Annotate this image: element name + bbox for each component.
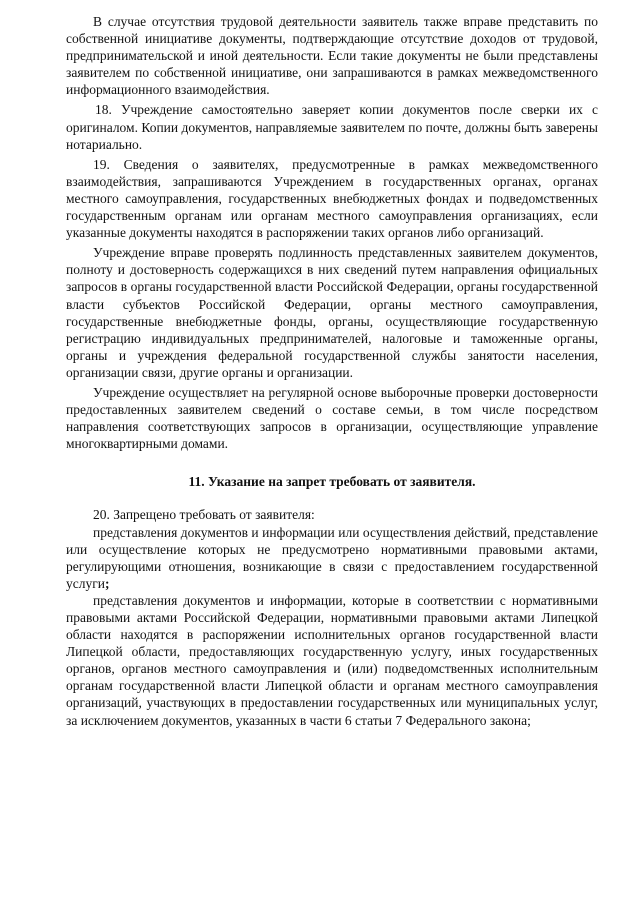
- paragraph-selective-checks: Учреждение осуществляет на регулярной основе выборочные проверки достоверности предоставленных заявителем сведений о составе семьи, в том числе посредством направления соответствующих запросов в организации, осуществляющие управление многоквартирными домами.: [66, 384, 598, 452]
- paragraph-verification-right: Учреждение вправе проверять подлинность представленных заявителем документов, полноту и достоверность содержащихся в них сведений путем направления официальных запросов в органы государственной власти Российской Федерации, органы государственной власти субъектов Российской Федерации, органы местного самоуправления, государственные внебюджетные фонды, органы, осуществляющие государственную регистрацию индивидуальных предпринимателей, налоговые и таможенные органы, органы и учреждения федеральной государственной службы занятости населения, организации связи, другие органы и организации.: [66, 245, 598, 380]
- paragraph-employment-absence: В случае отсутствия трудовой деятельности заявитель также вправе представить по собственной инициативе документы, подтверждающие отсутствие доходов от трудовой, предпринимательской и иной деятельности. Если такие документы не были представлены заявителем по собственной инициативе, они запрашиваются в рамках межведомственного информационного взаимодействия.: [66, 14, 598, 98]
- paragraph-item-19: 19. Сведения о заявителях, предусмотренные в рамках межведомственного взаимодействия, запрашиваются Учреждением в государственных органах, органах местного самоуправления, государственных внебюджетных фондах и подведомственных государственным органам или органам местного самоуправления организациях, если указанные документы находятся в распоряжении таких органов либо организаций.: [66, 156, 598, 241]
- item-20-a-text: представления документов и информации или осуществления действий, представление или осуществление которых не предусмотрено нормативными правовыми актами, регулирующими отношения, возникающие в связи с предоставлением государственной услуги: [66, 524, 598, 591]
- paragraph-item-20-b: представления документов и информации, которые в соответствии с нормативными правовыми актами Российской Федерации, нормативными правовыми актами Липецкой области находятся в распоряжении исполнительных органов государственной власти Липецкой области, предоставляющих государственную услугу, иных государственных органов, органов местного самоуправления и (или) подведомственных исполнительным органам государственной власти Липецкой области и органам местного самоуправления организаций, участвующих в предоставлении государственных или муниципальных услуг, за исключением документов, указанных в части 6 статьи 7 Федерального закона;: [66, 592, 598, 728]
- section-heading: 11. Указание на запрет требовать от заявителя.: [188, 474, 476, 490]
- paragraph-item-20-a: [66, 524, 598, 592]
- paragraph-item-20-intro: 20. Запрещено требовать от заявителя:: [93, 507, 315, 523]
- paragraph-item-18: 18. Учреждение самостоятельно заверяет копии документов после сверки их с оригиналом. Копии документов, направляемые заявителем по почте, должны быть заверены нотариально.: [66, 102, 598, 152]
- item-20-a-semicolon: ;: [105, 575, 110, 591]
